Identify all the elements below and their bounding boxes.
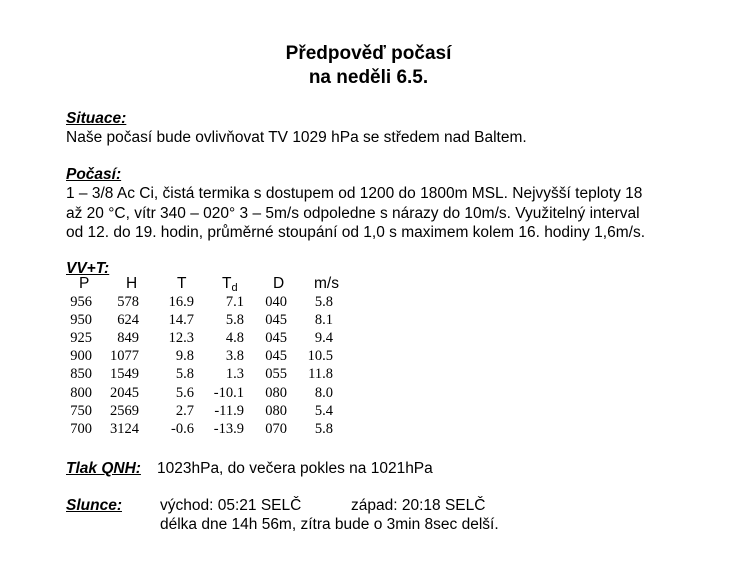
- cell-p: 700: [70, 420, 92, 437]
- cell-p: 900: [70, 348, 92, 365]
- cell-p: 925: [70, 329, 92, 346]
- document-title: [0, 42, 737, 90]
- cell-d: 040: [265, 293, 287, 310]
- cell-t: -0.6: [171, 420, 194, 437]
- table-row: [62, 329, 333, 347]
- table-row: [62, 348, 333, 366]
- slunce-heading: Slunce:: [66, 497, 122, 514]
- cell-d: 045: [265, 348, 287, 365]
- cell-t: 16.9: [168, 293, 194, 310]
- col-header-ms: m/s: [314, 275, 339, 292]
- cell-td: 7.1: [225, 293, 244, 310]
- title-line-1: Předpověď počasí: [285, 43, 452, 64]
- sounding-table: [62, 293, 333, 439]
- vvt-heading: VV+T:: [66, 260, 110, 277]
- col-header-td: [222, 275, 238, 294]
- cell-h: 2569: [110, 402, 139, 419]
- title-line-2: na neděli 6.5.: [308, 67, 429, 88]
- table-row: [62, 366, 333, 384]
- cell-d: 080: [265, 384, 287, 401]
- qnh-text: 1023hPa, do večera pokles na 1021hPa: [157, 460, 433, 477]
- cell-d: 080: [265, 402, 287, 419]
- situace-heading: Situace:: [66, 110, 127, 127]
- col-header-td-sub: d: [231, 282, 238, 294]
- table-row: [62, 384, 333, 402]
- cell-h: 3124: [110, 420, 139, 437]
- cell-t: 5.8: [175, 366, 194, 383]
- cell-p: 950: [70, 311, 92, 328]
- cell-ms: 5.8: [314, 420, 333, 437]
- cell-ms: 10.5: [307, 348, 333, 365]
- cell-h: 624: [117, 311, 139, 328]
- cell-td: 1.3: [225, 366, 244, 383]
- table-row: [62, 311, 333, 329]
- cell-ms: 8.0: [314, 384, 333, 401]
- cell-t: 14.7: [168, 311, 194, 328]
- pocasi-heading: Počasí:: [66, 166, 122, 183]
- cell-h: 2045: [110, 384, 139, 401]
- cell-p: 800: [70, 384, 92, 401]
- col-header-p: P: [79, 275, 90, 292]
- cell-ms: 11.8: [308, 366, 333, 383]
- cell-d: 045: [265, 311, 287, 328]
- table-row: [62, 293, 333, 311]
- col-header-td-main: T: [222, 275, 232, 292]
- cell-td: 5.8: [225, 311, 244, 328]
- cell-t: 9.8: [175, 348, 194, 365]
- cell-ms: 5.8: [314, 293, 333, 310]
- pocasi-text: [66, 184, 706, 243]
- cell-ms: 5.4: [314, 402, 333, 419]
- sunrise-text: východ: 05:21 SELČ: [160, 497, 302, 514]
- cell-td: -10.1: [213, 384, 244, 401]
- cell-t: 5.6: [175, 384, 194, 401]
- cell-t: 2.7: [175, 402, 194, 419]
- cell-t: 12.3: [168, 329, 194, 346]
- cell-p: 850: [70, 366, 92, 383]
- pocasi-line: až 20 °C, vítr 340 – 020° 3 – 5m/s odpoledne s nárazy do 10m/s. Využitelný interval: [66, 204, 640, 222]
- cell-h: 849: [117, 329, 139, 346]
- cell-ms: 8.1: [314, 311, 333, 328]
- table-row: [62, 402, 333, 420]
- cell-h: 1549: [110, 366, 139, 383]
- cell-d: 070: [265, 420, 287, 437]
- pocasi-line: 1 – 3/8 Ac Ci, čistá termika s dostupem od 1200 do 1800m MSL. Nejvyšší teploty 18: [66, 185, 643, 202]
- cell-d: 055: [265, 366, 287, 383]
- cell-td: -11.9: [214, 402, 244, 419]
- situace-text: Naše počasí bude ovlivňovat TV 1029 hPa se středem nad Baltem.: [66, 129, 527, 146]
- cell-h: 1077: [110, 348, 139, 365]
- cell-ms: 9.4: [314, 329, 333, 346]
- cell-p: 956: [70, 293, 92, 310]
- cell-p: 750: [70, 402, 92, 419]
- cell-d: 045: [265, 329, 287, 346]
- day-length-text: délka dne 14h 56m, zítra bude o 3min 8sec delší.: [160, 516, 499, 533]
- cell-td: -13.9: [213, 420, 244, 437]
- qnh-heading: Tlak QNH:: [66, 460, 141, 477]
- table-row: [62, 420, 333, 438]
- cell-td: 4.8: [225, 329, 244, 346]
- cell-td: 3.8: [225, 348, 244, 365]
- col-header-d: D: [273, 275, 285, 292]
- sunset-text: západ: 20:18 SELČ: [351, 497, 486, 514]
- pocasi-line: od 12. do 19. hodin, průměrné stoupání od 1,0 s maximem kolem 16. hodiny 1,6m/s.: [66, 224, 645, 241]
- col-header-h: H: [126, 275, 138, 292]
- cell-h: 578: [117, 293, 139, 310]
- col-header-t: T: [177, 275, 187, 292]
